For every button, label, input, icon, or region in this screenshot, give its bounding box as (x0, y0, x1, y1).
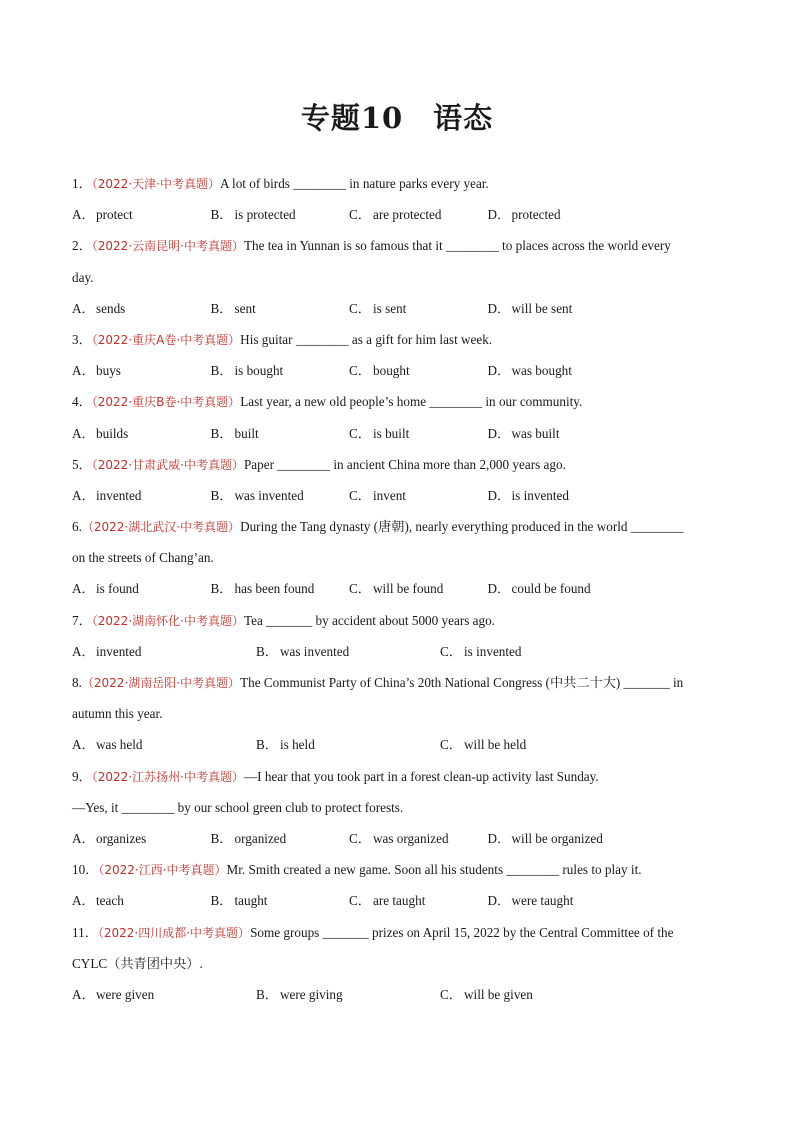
option-text: is bought (234, 363, 284, 379)
answer-option (72, 199, 211, 230)
question-item (72, 511, 728, 605)
option-letter: B． (210, 207, 233, 223)
option-letter: A． (72, 300, 95, 316)
question-stem: His guitar ________ as a gift for him last week. (240, 331, 493, 347)
answer-option (211, 573, 350, 604)
option-letter: C． (349, 363, 371, 379)
option-text: buys (96, 363, 121, 379)
question-stem-continuation: CYLC（共青团中央）. (72, 955, 203, 971)
question-item (72, 168, 728, 230)
option-text: bought (373, 363, 410, 379)
question-item (72, 605, 728, 667)
question-number: 9． (72, 768, 92, 784)
option-text: invent (373, 487, 406, 503)
option-letter: D． (487, 300, 511, 316)
option-text: were given (96, 986, 155, 1002)
option-letter: C． (349, 487, 371, 503)
answer-option (72, 418, 211, 449)
question-stem-continuation: —Yes, it ________ by our school green club to protect forests. (72, 799, 404, 815)
option-letter: B． (210, 425, 233, 441)
option-letter: C． (349, 893, 371, 909)
answer-option (488, 199, 627, 230)
answer-option (488, 480, 627, 511)
question-stem-line (72, 230, 728, 261)
answer-option (256, 636, 440, 667)
question-stem-line (72, 667, 728, 698)
option-text: was held (96, 737, 143, 753)
question-number: 6. (72, 519, 82, 535)
option-letter: A． (72, 893, 95, 909)
option-letter: C． (349, 581, 371, 597)
option-letter: B． (256, 986, 278, 1002)
question-stem: —I hear that you took part in a forest clean-up activity last Sunday. (243, 768, 599, 784)
answer-option (440, 636, 624, 667)
question-source: （2022·湖南岳阳·中考真题） (81, 676, 241, 690)
option-text: protected (511, 207, 561, 223)
option-letter: B． (210, 893, 233, 909)
question-stem: The Communist Party of China’s 20th National Congress (中共二十大) _______ in (240, 675, 684, 690)
question-stem-line (72, 168, 728, 199)
answer-option (488, 885, 627, 916)
option-text: were giving (280, 986, 343, 1002)
answer-options (72, 573, 728, 604)
option-letter: B． (210, 363, 233, 379)
answer-options (72, 355, 728, 386)
question-source: （2022·云南昆明·中考真题） (91, 239, 244, 254)
answer-option (211, 823, 350, 854)
option-letter: A． (72, 737, 95, 753)
answer-option (256, 979, 440, 1010)
option-text: sent (234, 300, 256, 316)
option-text: organized (234, 830, 287, 846)
answer-option (488, 293, 627, 324)
answer-option (211, 885, 350, 916)
option-text: invented (96, 487, 142, 503)
question-stem-line (72, 386, 728, 417)
question-list (72, 168, 728, 1010)
answer-option (72, 573, 211, 604)
option-letter: A． (72, 830, 95, 846)
answer-option (72, 979, 256, 1010)
answer-options (72, 418, 728, 449)
option-text: is invented (511, 487, 570, 503)
answer-options (72, 293, 728, 324)
option-letter: B． (256, 643, 278, 659)
answer-option (349, 885, 488, 916)
option-letter: D． (487, 207, 511, 223)
question-source: （2022·重庆A卷·中考真题） (91, 332, 241, 347)
question-stem: Last year, a new old people’s home ________ in our community. (240, 394, 583, 410)
question-source: （2022·天津·中考真题） (91, 177, 220, 191)
answer-options (72, 199, 728, 230)
option-letter: B． (210, 581, 233, 597)
question-stem: A lot of birds ________ in nature parks every year. (219, 176, 489, 191)
answer-option (72, 293, 211, 324)
answer-option (440, 979, 624, 1010)
question-stem-line (72, 511, 728, 542)
question-stem: Some groups _______ prizes on April 15, 2022 by the Central Committee of the (250, 924, 674, 940)
question-number: 8. (72, 675, 82, 690)
question-stem-line (72, 324, 728, 355)
option-letter: C． (349, 207, 371, 223)
option-letter: A． (72, 986, 95, 1002)
answer-option (211, 480, 350, 511)
option-letter: C． (349, 425, 371, 441)
question-stem: During the Tang dynasty (唐朝), nearly everything produced in the world ________ (240, 519, 684, 535)
option-text: teach (96, 893, 124, 909)
option-text: protect (96, 207, 133, 223)
option-text: was built (511, 425, 560, 441)
option-text: will be held (464, 737, 527, 753)
answer-option (211, 199, 350, 230)
option-text: are protected (373, 207, 442, 223)
answer-option (72, 729, 256, 760)
option-text: has been found (234, 581, 315, 597)
question-item (72, 230, 728, 324)
question-stem: The tea in Yunnan is so famous that it ________ to places across the world every (243, 238, 671, 254)
answer-option (488, 573, 627, 604)
option-text: is protected (234, 207, 296, 223)
question-source: （2022·湖南怀化·中考真题） (91, 613, 244, 628)
answer-option (211, 355, 350, 386)
option-text: built (234, 425, 259, 441)
option-letter: A． (72, 425, 95, 441)
option-letter: C． (440, 737, 462, 753)
question-stem-line (72, 449, 728, 480)
option-text: was invented (280, 643, 350, 659)
question-source: （2022·重庆B卷·中考真题） (91, 395, 241, 410)
question-item (72, 324, 728, 386)
answer-options (72, 480, 728, 511)
answer-option (440, 729, 624, 760)
answer-option (488, 355, 627, 386)
question-number: 3． (72, 331, 92, 347)
answer-option (72, 355, 211, 386)
option-letter: A． (72, 207, 95, 223)
question-source: （2022·江西·中考真题） (98, 863, 227, 878)
answer-option (349, 573, 488, 604)
question-stem: Mr. Smith created a new game. Soon all his students ________ rules to play it. (226, 862, 642, 878)
option-text: is found (96, 581, 139, 597)
option-text: is invented (464, 643, 522, 659)
answer-option (211, 418, 350, 449)
option-letter: D． (487, 830, 511, 846)
answer-option (256, 729, 440, 760)
option-letter: C． (349, 300, 371, 316)
answer-option (72, 823, 211, 854)
question-stem-line (72, 761, 728, 792)
question-stem-line (72, 917, 728, 948)
question-number: 2． (72, 238, 92, 254)
answer-option (349, 355, 488, 386)
option-letter: D． (487, 581, 511, 597)
option-text: was bought (511, 363, 572, 379)
option-letter: C． (440, 986, 462, 1002)
question-item (72, 386, 728, 448)
question-number: 1． (72, 176, 92, 191)
option-letter: A． (72, 643, 95, 659)
option-text: are taught (373, 893, 426, 909)
option-text: was invented (234, 487, 304, 503)
option-letter: B． (256, 737, 278, 753)
option-text: will be found (373, 581, 444, 597)
question-stem: Paper ________ in ancient China more than 2,000 years ago. (243, 456, 566, 472)
option-letter: D． (487, 363, 511, 379)
option-text: will be given (464, 986, 533, 1002)
answer-option (488, 418, 627, 449)
answer-option (349, 418, 488, 449)
option-letter: B． (210, 830, 233, 846)
answer-options (72, 823, 728, 854)
question-number: 10． (72, 862, 99, 878)
option-text: will be sent (511, 300, 573, 316)
question-source: （2022·江苏扬州·中考真题） (91, 769, 244, 784)
answer-options (72, 729, 728, 760)
page-title: 专题10 语态 (300, 101, 494, 135)
answer-option (72, 480, 211, 511)
option-letter: D． (487, 425, 511, 441)
question-stem-continuation: on the streets of Chang’an. (72, 550, 214, 566)
question-source: （2022·四川成都·中考真题） (97, 925, 251, 940)
question-number: 4． (72, 394, 92, 410)
question-number: 7． (72, 612, 92, 628)
answer-option (211, 293, 350, 324)
question-source: （2022·甘肃武威·中考真题） (91, 457, 244, 472)
option-text: is built (373, 425, 410, 441)
option-letter: A． (72, 363, 95, 379)
answer-options (72, 636, 728, 667)
question-stem-continuation: day. (72, 269, 94, 285)
question-item (72, 854, 728, 916)
question-stem: Tea _______ by accident about 5000 years ago. (243, 612, 495, 628)
option-text: could be found (511, 581, 591, 597)
question-source: （2022·湖北武汉·中考真题） (81, 520, 241, 535)
question-item (72, 917, 728, 1011)
option-letter: C． (349, 830, 371, 846)
answer-option (349, 199, 488, 230)
option-text: invented (96, 643, 142, 659)
option-letter: B． (210, 487, 233, 503)
option-text: builds (96, 425, 129, 441)
option-text: is sent (373, 300, 407, 316)
question-stem-continuation: autumn this year. (72, 706, 163, 722)
question-number: 11． (72, 924, 98, 940)
option-letter: A． (72, 487, 95, 503)
option-text: taught (234, 893, 268, 909)
answer-option (349, 480, 488, 511)
answer-option (72, 636, 256, 667)
option-text: will be organized (511, 830, 603, 846)
answer-option (349, 823, 488, 854)
option-text: organizes (96, 830, 147, 846)
answer-options (72, 885, 728, 916)
option-text: sends (96, 300, 126, 316)
question-item (72, 449, 728, 511)
option-letter: B． (210, 300, 233, 316)
option-text: were taught (511, 893, 574, 909)
answer-option (72, 885, 211, 916)
option-letter: C． (440, 643, 462, 659)
option-text: was organized (373, 830, 449, 846)
option-letter: D． (487, 487, 511, 503)
option-letter: D． (487, 893, 511, 909)
question-item (72, 761, 728, 855)
question-stem-line (72, 605, 728, 636)
answer-option (488, 823, 627, 854)
option-text: is held (280, 737, 315, 753)
option-letter: A． (72, 581, 95, 597)
question-number: 5． (72, 456, 92, 472)
answer-option (349, 293, 488, 324)
answer-options (72, 979, 728, 1010)
question-stem-line (72, 854, 728, 885)
question-item (72, 667, 728, 761)
